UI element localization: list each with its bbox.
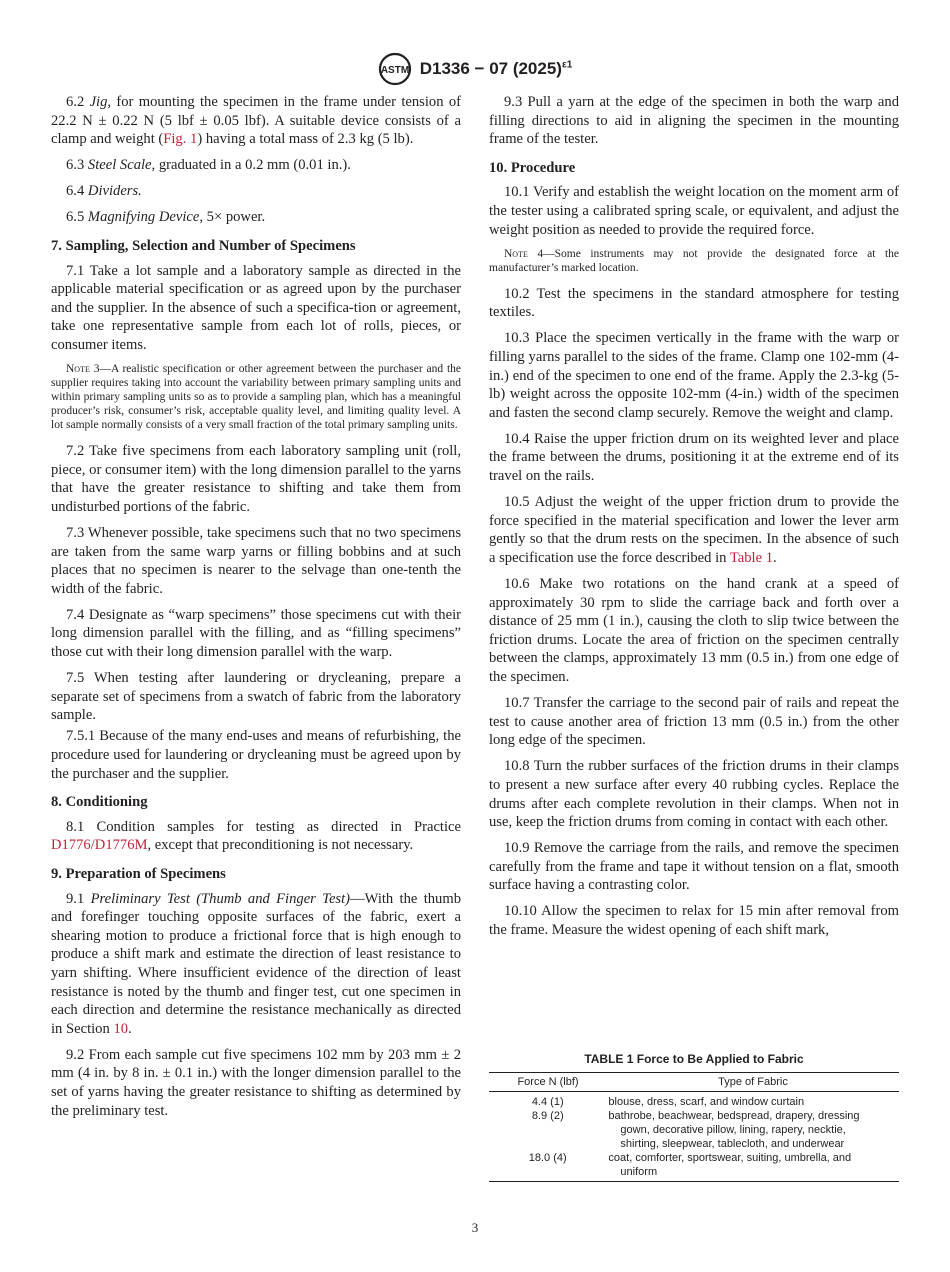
table1-link[interactable]: Table 1	[729, 549, 773, 566]
d1776-link[interactable]: D1776/D1776M	[51, 837, 148, 854]
table-row: 18.0 (4) coat, comforter, sportswear, suiting, umbrella, and uniform	[528, 1152, 852, 1178]
para-10-4: 10.4 Raise the upper friction drum on its weighted lever and place the frame between the drums, positioning it at the extreme end of its travel on the rails.	[489, 430, 899, 484]
right-column	[489, 93, 899, 947]
fig1-link[interactable]: Fig. 1	[163, 131, 198, 148]
astm-logo-icon	[378, 52, 412, 86]
para-7-5-1: 7.5.1 Because of the many end-uses and means of refurbishing, the procedure used for laundering or drycleaning must be agreed upon by the purchaser and the supplier.	[51, 728, 461, 782]
para-10-8: 10.8 Turn the rubber surfaces of the friction drums in their clamps to present a new surface after every 40 rubbing cycles. Replace the drums after each complete revolution in their clamps. When not in use, keep the friction drums from coming in contact with each other.	[489, 758, 899, 831]
section-10-heading: 10. Procedure	[489, 159, 576, 176]
para-10-1: 10.1 Verify and establish the weight location on the moment arm of the tester using a calibrated spring scale, or equivalent, and adjust the weight position as needed to provide the required force.	[489, 184, 899, 238]
section-8-heading: 8. Conditioning	[51, 794, 148, 811]
para-10-3: 10.3 Place the specimen vertically in the frame with the warp or filling yarns parallel to the sides of the frame. Clamp one 102-mm (4-in.) end of the specimen to one end of the frame. Apply the 2.3-kg (5-lb) weight across the opposite 102-mm (4-in.) width of the specimen and fasten the second clamp securely. Remove the weight and clamp.	[489, 330, 899, 421]
para-6-2: 6.2 Jig, for mounting the specimen in the frame under tension of 22.2 N ± 0.22 N (5 lbf ± 0.05 lbf). A suitable device consists of a clamp and weight (Fig. 1) having a total mass of 2.3 kg (5 lb).	[51, 94, 461, 148]
designation: D1336 − 07 $(2025)^{\varepsilon 1}$	[419, 59, 573, 78]
note-3: Note 3—A realistic specification or other agreement between the purchaser and the supplier requires taking into account the variability between primary sampling units and within primary sampling units so as to provide a sampling plan, which has a meaningful producer’s risk, consumer’s risk, acceptable quality level, and limiting quality level. A lot sample normally consists of a very small fraction of the total primary sampling units.	[51, 363, 461, 432]
table-row: 4.4 (1) blouse, dress, scarf, and window curtain	[531, 1096, 805, 1108]
para-10-10: 10.10 Allow the specimen to relax for 15 min after removal from the frame. Measure the widest opening of each shift mark,	[489, 903, 899, 939]
page-number: 3	[471, 1220, 479, 1235]
para-6-3: 6.3 Steel Scale, graduated in a 0.2 mm (0.01 in.).	[66, 157, 351, 174]
table-row: 8.9 (2) bathrobe, beachwear, bedspread, drapery, dressing gown, decorative pillow, lining, rapery, necktie, shirting, sleepwear, tablecloth, and underwear	[531, 1110, 860, 1150]
section-7-heading: 7. Sampling, Selection and Number of Specimens	[51, 238, 356, 255]
table-col-force: Force N (lbf)	[517, 1076, 579, 1088]
section-10-link[interactable]: 10	[113, 1020, 129, 1037]
svg-text:ASTM: ASTM	[380, 65, 409, 76]
left-column	[51, 93, 461, 1128]
para-7-4: 7.4 Designate as “warp specimens” those specimens cut with their long dimension parallel with the filling, and as “filling specimens” those cut with their long dimension parallel with the warp.	[51, 606, 461, 661]
para-7-5: 7.5 When testing after laundering or drycleaning, prepare a separate set of specimens from a swatch of fabric from the laboratory sample.	[51, 670, 461, 724]
para-10-6: 10.6 Make two rotations on the hand crank at a speed of approximately 30 rpm to slide the carriage back and forth over a distance of 25 mm (1 in.), causing the cloth to slip twice between the friction drums. Locate the area of friction on the specimen centrally between the clamps, approximately 13 mm (0.5 in.) from one edge of the specimen.	[489, 575, 899, 685]
para-9-2: 9.2 From each sample cut five specimens 102 mm by 203 mm ± 2 mm (4 in. by 8 in. ± 0.1 in.) with the longer dimension parallel to the set of yarns having the greater resistance to shifting as determined by the preliminary test.	[51, 1046, 461, 1119]
table-1	[489, 1052, 899, 1182]
para-9-1: 9.1 Preliminary Test (Thumb and Finger Test)—With the thumb and forefinger touching opposite surfaces of the fabric, exert a shearing motion to produce a frictional force that is high enough to produce a shift mark and estimate the direction of least resistance to yarn shifting. Where insufficient evidence of the direction of least resistance is noted by the thumb and finger test, cut one specimen in each direction and determine the resistance mechanically as directed in Section 10.	[51, 890, 461, 1037]
para-6-5: 6.5 Magnifying Device, 5× power.	[66, 209, 266, 226]
note-4: Note 4—Some instruments may not provide the designated force at the manufacturer’s marked location.	[489, 247, 900, 274]
para-10-5: 10.5 Adjust the weight of the upper friction drum to provide the force specified in the material specification and lower the lever arm gently so that the drum rests on the specimen. In the absence of such a specification use the force described in Table 1.	[489, 494, 899, 566]
para-10-7: 10.7 Transfer the carriage to the second pair of rails and repeat the test to cause another area of friction 13 mm (0.5 in.) from the other long edge of the specimen.	[489, 695, 899, 749]
para-9-3: 9.3 Pull a yarn at the edge of the specimen in both the warp and filling directions to aid in aligning the specimen in the mounting frame of the tester.	[489, 94, 899, 148]
table-1-caption: TABLE 1 Force to Be Applied to Fabric	[584, 1052, 804, 1066]
para-8-1: 8.1 Condition samples for testing as directed in Practice D1776/D1776M, except that preconditioning is not necessary.	[51, 818, 461, 854]
para-7-2: 7.2 Take five specimens from each laboratory sampling unit (roll, piece, or consumer item) with the long dimension parallel to the yarns that have the greater resistance to shifting and take them from undisturbed portions of the fabric.	[51, 443, 461, 515]
para-10-9: 10.9 Remove the carriage from the rails, and remove the specimen carefully from the frame and tape it without tension on a flat, smooth surface having a contrasting color.	[489, 840, 899, 894]
section-9-heading: 9. Preparation of Specimens	[51, 866, 226, 882]
table-header-row	[489, 1073, 899, 1091]
para-6-4: 6.4 Dividers.	[66, 183, 142, 200]
para-7-1: 7.1 Take a lot sample and a laboratory sample as directed in the applicable material specification or as agreed upon by the purchaser and the supplier. In the absence of such a specifica-tion or agreement, take one representative sample from each lot of rolls, pieces, or consumer items.	[51, 262, 461, 354]
para-7-3: 7.3 Whenever possible, take specimens such that no two specimens are taken from the same warp yarns or filling bobbins and at such places that no specimen is nearer to the selvage than one-tenth the width of the fabric.	[51, 525, 461, 597]
table-col-fabric: Type of Fabric	[718, 1076, 788, 1088]
page-header	[0, 52, 950, 86]
para-10-2: 10.2 Test the specimens in the standard atmosphere for testing textiles.	[489, 285, 899, 321]
